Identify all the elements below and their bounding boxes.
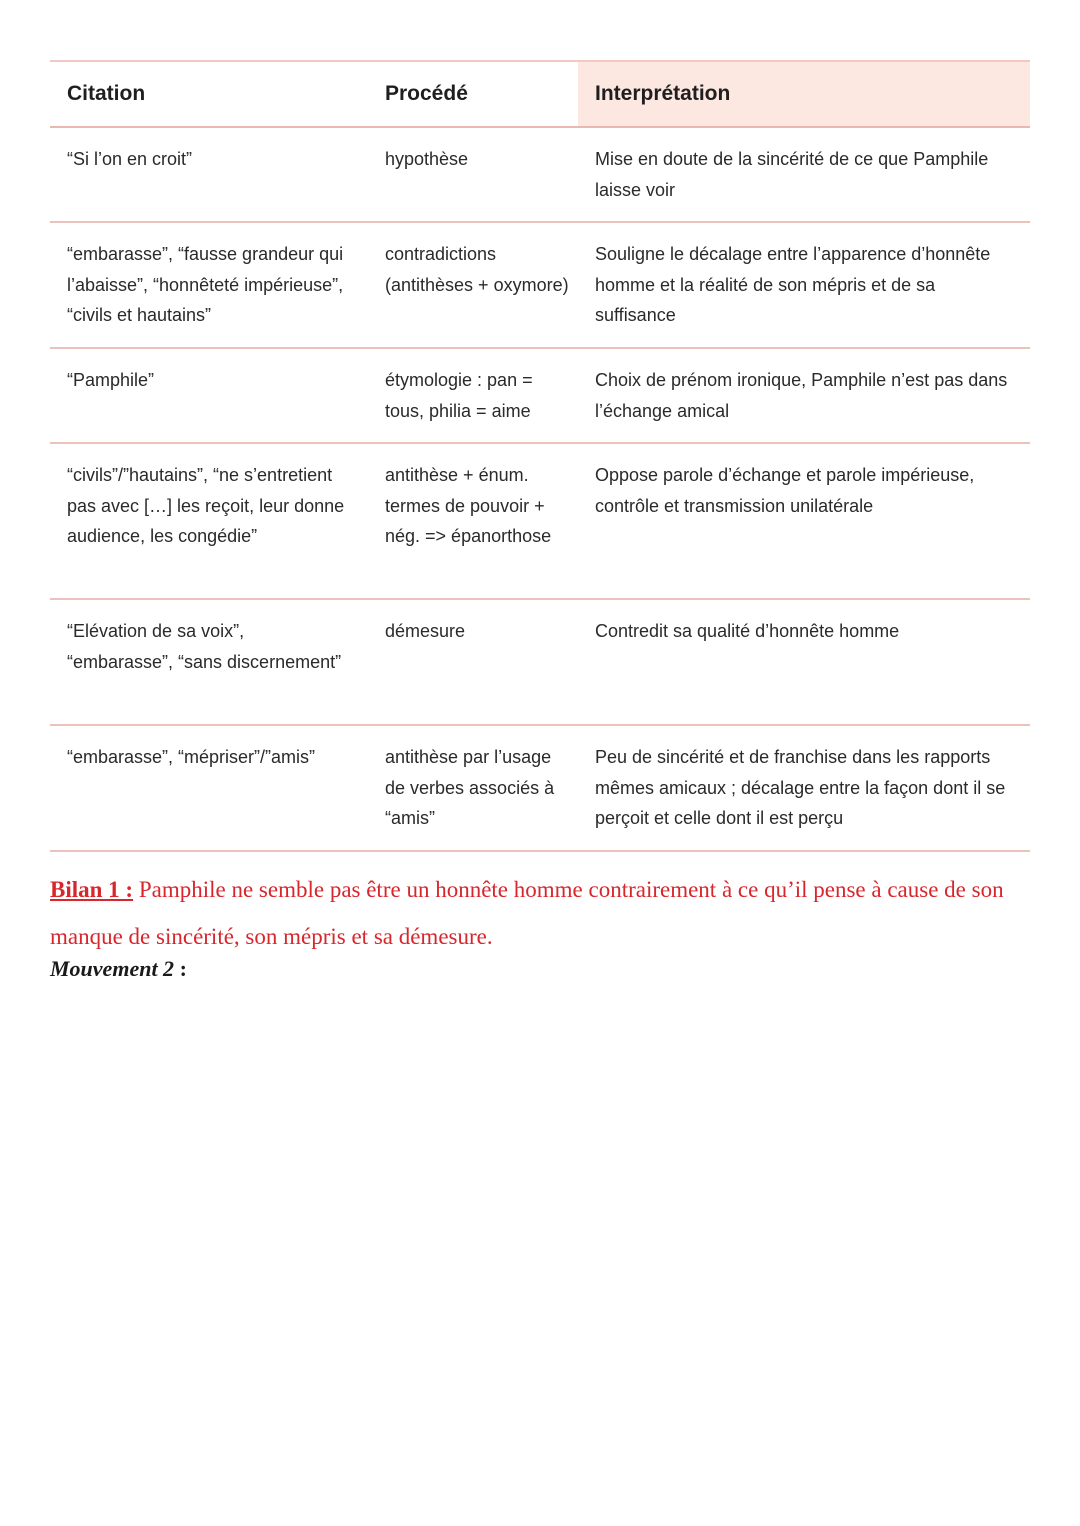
interpretation-cell: Souligne le décalage entre l’apparence d’honnête homme et la réalité de son mépris et de sa suffisance (595, 244, 991, 325)
citation-cell: “Si l’on en croit” (67, 149, 193, 169)
bilan-paragraph (50, 866, 1035, 960)
header-interpretation: Interprétation (578, 61, 1030, 127)
mouvement-heading (50, 956, 187, 982)
citation-cell: “Elévation de sa voix”, “embarasse”, “sans discernement” (67, 621, 342, 672)
mouvement-suffix: : (174, 956, 187, 981)
table-row (50, 127, 1030, 222)
citation-cell: “civils”/”hautains”, “ne s’entretient pas avec […] les reçoit, leur donne audience, les congédie” (67, 465, 345, 546)
mouvement-label: Mouvement 2 (50, 956, 175, 981)
procede-cell: antithèse + énum. termes de pouvoir + nég. => épanorthose (385, 465, 552, 546)
procede-cell: antithèse par l’usage de verbes associés à “amis” (385, 747, 555, 828)
interpretation-cell: Oppose parole d’échange et parole impérieuse, contrôle et transmission unilatérale (595, 465, 975, 516)
bilan-text: Pamphile ne semble pas être un honnête homme contrairement à ce qu’il pense à cause de son manque de sincérité, son mépris et sa démesure. (50, 877, 1004, 949)
table-row (50, 348, 1030, 443)
table-row (50, 599, 1030, 725)
table-row (50, 443, 1030, 599)
header-citation: Citation (50, 61, 368, 127)
citation-cell: “Pamphile” (67, 370, 155, 390)
citation-cell: “embarasse”, “mépriser”/”amis” (67, 747, 316, 767)
bilan-label: Bilan 1 : (50, 877, 134, 902)
table-row (50, 725, 1030, 851)
procede-cell: démesure (385, 621, 466, 641)
citation-cell: “embarasse”, “fausse grandeur qui l’abaisse”, “honnêteté impérieuse”, “civils et hautains” (67, 244, 344, 325)
interpretation-cell: Peu de sincérité et de franchise dans les rapports mêmes amicaux ; décalage entre la façon dont il se perçoit et celle dont il est perçu (595, 747, 1006, 828)
interpretation-cell: Choix de prénom ironique, Pamphile n’est pas dans l’échange amical (595, 370, 1008, 421)
procede-cell: contradictions (antithèses + oxymore) (385, 244, 569, 295)
analysis-table (50, 60, 1030, 852)
interpretation-cell: Contredit sa qualité d’honnête homme (595, 621, 900, 641)
procede-cell: hypothèse (385, 149, 469, 169)
table-row (50, 222, 1030, 348)
table-header-row (50, 61, 1030, 127)
header-procede: Procédé (368, 61, 578, 127)
interpretation-cell: Mise en doute de la sincérité de ce que Pamphile laisse voir (595, 149, 989, 200)
procede-cell: étymologie : pan = tous, philia = aime (385, 370, 533, 421)
